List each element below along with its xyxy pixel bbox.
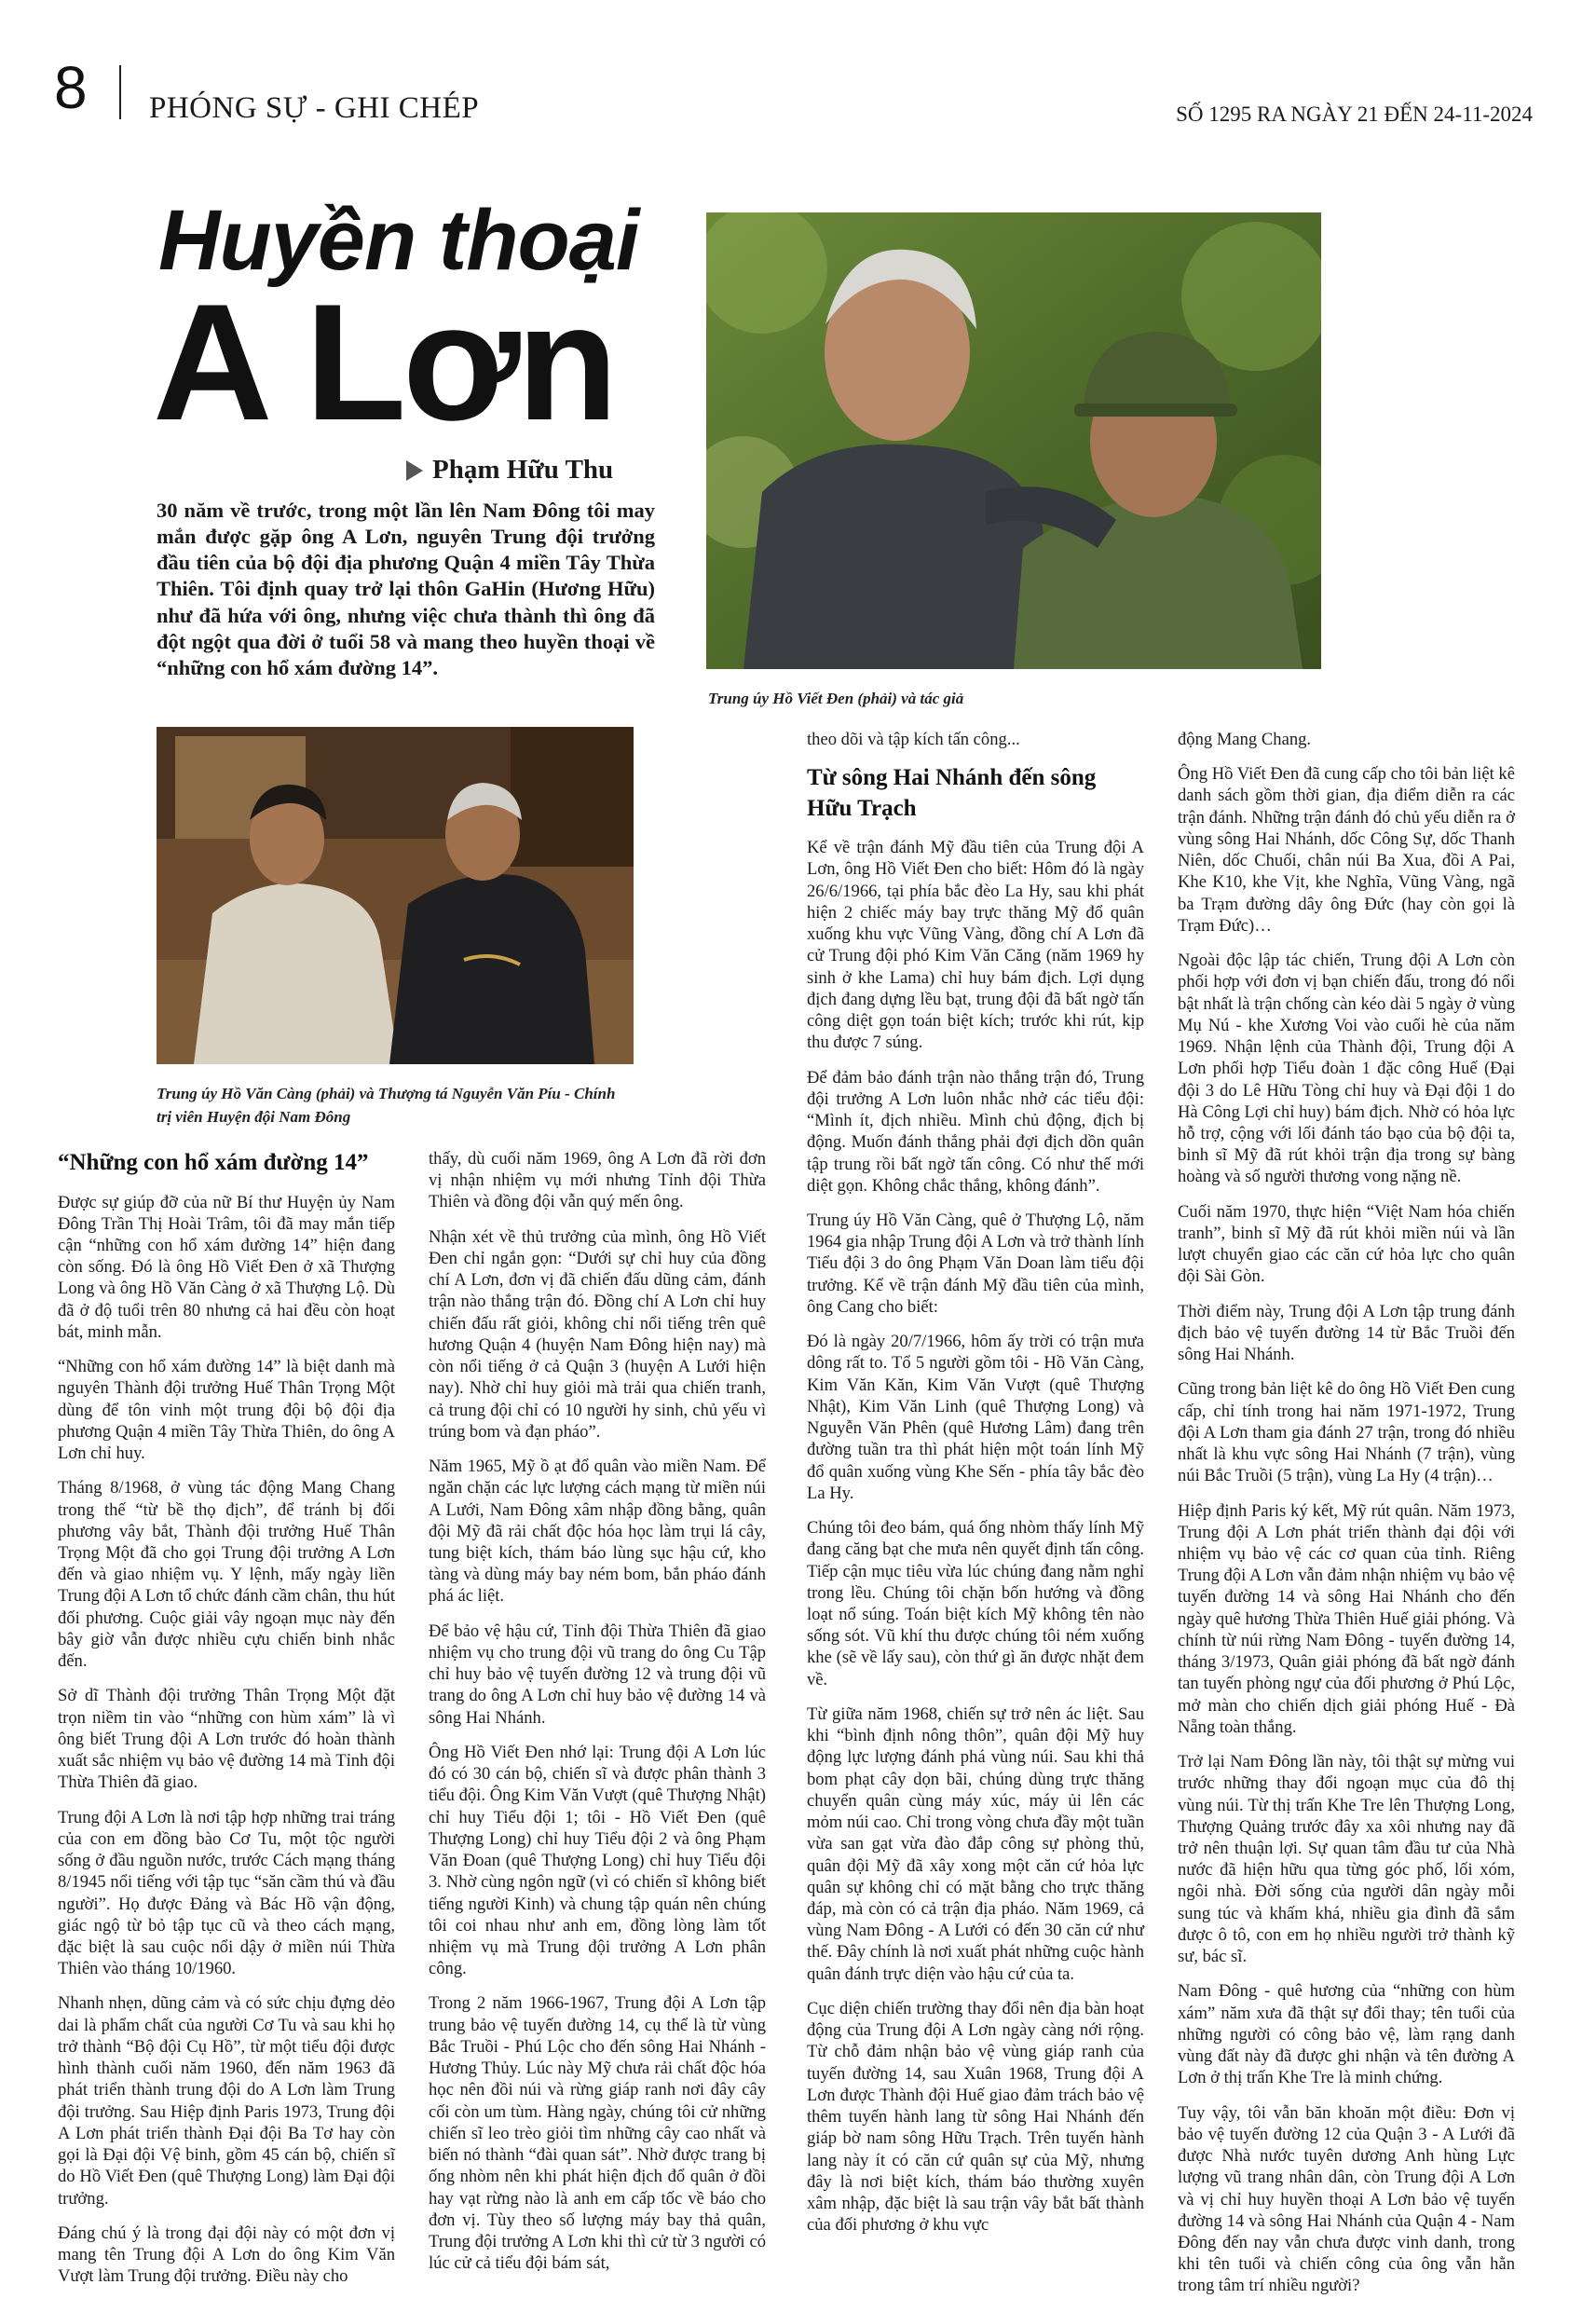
paragraph: thấy, dù cuối năm 1969, ông A Lơn đã rời đơn vị nhận nhiệm vụ mới nhưng Tỉnh đội Thừa Thiên và đồng đội vẫn quý mến ông. — [429, 1149, 766, 1212]
paragraph: Trung úy Hồ Văn Càng, quê ở Thượng Lộ, năm 1964 gia nhập Trung đội A Lơn và trở thành lính Tiểu đội 3 do ông Phạm Văn Doan làm tiểu đội trưởng. Kể về trận đánh Mỹ đầu tiên của mình, ông Cang cho biết: — [807, 1210, 1144, 1317]
paragraph: Đáng chú ý là trong đại đội này có một đơn vị mang tên Trung đội A Lơn do ông Kim Văn Vượt làm Trung đội trưởng. Điều này cho — [58, 2223, 395, 2287]
paragraph: Cục diện chiến trường thay đổi nên địa bàn hoạt động của Trung đội A Lơn ngày càng nới rộng. Từ chỗ đảm nhận bảo vệ vùng giáp ranh của tuyến đường 14, sau Xuân 1968, Trung đội A Lơn được Thành đội Huế giao đảm trách bảo vệ thêm tuyến hành lang từ sông Hai Nhánh đến giáp bờ nam sông Hữu Trạch. Trên tuyến hành lang này ít có căn cứ quân sự của Mỹ, nhưng đây là nơi biệt kích, thám báo thường xuyên xâm nhập, đặc biệt là sau trận vây bắt bất thành của đối phương ở khu vực — [807, 1998, 1144, 2236]
paragraph: Nhanh nhẹn, dũng cảm và có sức chịu đựng dẻo dai là phẩm chất của người Cơ Tu và sau khi họ trở thành “Bộ đội Cụ Hồ”, từ một tiểu đội được hình thành cuối năm 1960, đến năm 1963 đã phát triển thành trung đội do A Lơn làm Trung đội trưởng. Sau Hiệp định Paris 1973, Trung đội A Lơn phát triển thành Đại đội Ba Tơ hay còn gọi là Đại đội Vệ binh, gồm 45 cán bộ, chiến sĩ do Hồ Viết Đen (quê Thượng Long) làm Đại đội trưởng. — [58, 1993, 395, 2209]
paragraph: Ngoài độc lập tác chiến, Trung đội A Lơn còn phối hợp với đơn vị bạn chiến đấu, trong đó nổi bật nhất là trận chống càn kéo dài 5 ngày ở vùng Mụ Nú - khe Xương Voi vào cuối hè của năm 1969. Nhận lệnh của Thành đội, Trung đội A Lơn phối hợp Tiểu đoàn 1 đặc công Huế (Đại đội 3 do Lê Hữu Tòng chỉ huy và Đại đội 1 do Hà Công Lợi chỉ huy) bám địch. Nhờ có hỏa lực hỗ trợ, cộng với lối đánh táo bạo của bộ đội ta, binh sĩ Mỹ đã rút khỏi trận địa trong sự bàng hoàng và số người thương vong nặng nề. — [1178, 951, 1515, 1187]
paragraph: Năm 1965, Mỹ ồ ạt đổ quân vào miền Nam. Để ngăn chặn các lực lượng cách mạng từ miền núi A Lưới, Nam Đông xâm nhập đồng bằng, quân đội Mỹ đã rải chất độc hóa học làm trụi lá cây, tung biệt kích, thám báo lùng sục hậu cứ, kho tàng và dùng máy bay ném bom, bắn pháo đánh phá ác liệt. — [429, 1457, 766, 1607]
paragraph: Kể về trận đánh Mỹ đầu tiên của Trung đội A Lơn, ông Hồ Viết Đen cho biết: Hôm đó là ngày 26/6/1966, tại phía bắc đèo La Hy, sau khi phát hiện 2 chiếc máy bay trực thăng Mỹ đổ quân xuống khu vực Vũng Vàng, đồng chí A Lơn đã cử Trung đội phó Kim Văn Căng (năm 1969 hy sinh ở khe Lama) chỉ huy bám địch. Lợi dụng địch đang dựng lều bạt, trung đội đã bất ngờ tấn công diệt gọn toán biệt kích; trước khi rút, kịp thu được 7 súng. — [807, 838, 1144, 1053]
paragraph: Để đảm bảo đánh trận nào thắng trận đó, Trung đội trưởng A Lơn luôn nhắc nhở các tiểu đội: “Mình ít, địch nhiều. Mình chủ động, địch bị động. Muốn đánh thắng phải đợi địch dồn quân tập trung rồi bất ngờ tấn công. Có như thế mới diệt gọn. Không chắc thắng, không đánh”. — [807, 1067, 1144, 1196]
paragraph: “Những con hổ xám đường 14” là biệt danh mà nguyên Thành đội trưởng Huế Thân Trọng Một dùng để tôn vinh một trung đội bộ đội địa phương Quận 4 miền Tây Thừa Thiên, do ông A Lơn chỉ huy. — [58, 1357, 395, 1464]
column-4 — [1178, 729, 1515, 2310]
paragraph: Thời điểm này, Trung đội A Lơn tập trung đánh địch bảo vệ tuyến đường 14 từ Bắc Truồi đến sông Hai Nhánh. — [1178, 1301, 1515, 1365]
paragraph: Từ giữa năm 1968, chiến sự trở nên ác liệt. Sau khi “bình định nông thôn”, quân đội Mỹ huy động lực lượng đánh phá vùng núi. Sau khi thả bom phạt cây dọn bãi, chúng dùng trực thăng chuyển quân cùng máy xúc, máy ủi lên các mỏm núi cao. Chỉ trong vòng chưa đầy một tuần vừa san gạt vừa đào đắp công sự phòng thủ, quân đội Mỹ đã xây xong một căn cứ hỏa lực quân sự không chỉ có mặt bằng cho trực thăng đáp, mà còn có cả trận địa pháo. Năm 1969, cả vùng Nam Đông - A Lưới có đến 30 căn cứ như thế. Đây chính là nơi xuất phát những cuộc hành quân đánh trực diện vào hậu cứ của ta. — [807, 1703, 1144, 1984]
top-photo-caption: Trung úy Hồ Viết Đen (phải) và tác giả — [708, 690, 964, 707]
photo-two-veterans-image — [706, 212, 1321, 669]
photo-interview-image — [157, 727, 634, 1064]
photo-interview — [157, 727, 634, 1064]
paragraph: Để bảo vệ hậu cứ, Tỉnh đội Thừa Thiên đã giao nhiệm vụ cho trung đội vũ trang do ông Cu Tập chỉ huy bảo vệ tuyến đường 12 và trung đội vũ trang do ông A Lơn chỉ huy bảo vệ đường 14 và sông Hai Nhánh. — [429, 1621, 766, 1728]
article-lead: 30 năm về trước, trong một lần lên Nam Đông tôi may mắn được gặp ông A Lơn, nguyên Trung đội trưởng đầu tiên của bộ đội địa phương Quận 4 miền Tây Thừa Thiên. Tôi định quay trở lại thôn GaHin (Hương Hữu) như đã hứa với ông, nhưng việc chưa thành thì ông đã đột ngột qua đời ở tuổi 58 và mang theo huyền thoại về “những con hổ xám đường 14”. — [157, 499, 655, 679]
paragraph: Trung đội A Lơn là nơi tập hợp những trai tráng của con em đồng bào Cơ Tu, một tộc người sống ở đầu nguồn nước, trước Cách mạng tháng 8/1945 nổi tiếng với tập tục “săn cầm thú và đầu người”. Họ được Đảng và Bác Hồ vận động, giác ngộ từ bỏ tập tục cũ và theo cách mạng, đặc biệt là sau cuộc nổi dậy ở miền núi Thừa Thiên vào tháng 10/1960. — [58, 1807, 395, 1979]
paragraph: Trong 2 năm 1966-1967, Trung đội A Lơn tập trung bảo vệ tuyến đường 14, cụ thể là từ vùng Bắc Truồi - Phú Lộc cho đến sông Hai Nhánh - Hương Thủy. Lúc này Mỹ chưa rải chất độc hóa học nên đồi núi và rừng giáp ranh nơi đây cây cối còn um tùm. Hàng ngày, chúng tôi cử những chiến sĩ leo trèo giỏi tìm những cây cao nhất và biến nó thành “đài quan sát”. Nhờ được trang bị ống nhòm nên khi phát hiện địch đổ quân ở đồi hay vạt rừng nào là anh em cấp tốc về báo cho đơn vị. Tùy theo số lượng máy bay thả quân, Trung đội trưởng A Lơn khi thì cử từ 3 người có lúc cử cả tiểu đội bám sát, — [429, 1993, 766, 2274]
paragraph: Chúng tôi đeo bám, quá ống nhòm thấy lính Mỹ đang căng bạt che mưa nên quyết định tấn công. Tiếp cận mục tiêu vừa lúc chúng đang nằm nghỉ trong lều. Chúng tôi chặn bốn hướng và đồng loạt nổ súng. Toán biệt kích Mỹ không tên nào sống sót. Vũ khí thu được chúng tôi ném xuống khe (sẽ về lấy sau), còn thứ gì ăn được nhặt đem về. — [807, 1518, 1144, 1690]
article-title-line1: Huyền thoại — [158, 193, 639, 288]
column-1 — [58, 1148, 395, 2301]
paragraph: Tuy vậy, tôi vẫn băn khoăn một điều: Đơn vị bảo vệ tuyến đường 12 của Quận 3 - A Lưới đã được Nhà nước tuyên dương Anh hùng Lực lượng vũ trang nhân dân, còn Trung đội A Lơn và vị chỉ huy huyền thoại A Lơn bảo vệ tuyến đường 14 và sông Hai Nhánh của Quận 4 - Nam Đông đến nay vẫn chưa được vinh danh, trong khi tên tuổi và chiến công của ông vẫn hằn trong tâm trí nhiều người? — [1178, 2102, 1515, 2296]
left-photo-caption: Trung úy Hồ Văn Càng (phải) và Thượng tá Nguyễn Văn Píu - Chính trị viên Huyện đội Nam Đông — [157, 1085, 616, 1126]
column-2 — [429, 1148, 766, 2287]
article-title-line2: A Lơn — [153, 269, 615, 455]
paragraph: Nam Đông - quê hương của “những con hùm xám” năm xưa đã thật sự đổi thay; tên tuổi của những người có công bảo vệ, làm rạng danh vùng đất này đã được ghi nhận và tên đường A Lơn ở thị trấn Khe Tre là minh chứng. — [1178, 1981, 1515, 2088]
issue-label: SỐ 1295 RA NGÀY 21 ĐẾN 24-11-2024 — [1176, 103, 1533, 126]
paragraph: Tháng 8/1968, ở vùng tác động Mang Chang trong thế “từ bề thọ địch”, để tránh bị đối phương vây bắt, Thành đội trưởng Huế Thân Trọng Một đã cho gọi Trung đội trưởng A Lơn đến và giao nhiệm vụ. Y lệnh, mấy ngày liền Trung đội A Lơn tổ chức đánh cầm chân, thu hút đối phương. Cuộc giải vây ngoạn mục này đến bây giờ vẫn được nhiều cựu chiến binh nhắc đến. — [58, 1478, 395, 1672]
paragraph: Ông Hồ Viết Đen nhớ lại: Trung đội A Lơn lúc đó có 30 cán bộ, chiến sĩ và được phân thành 3 tiểu đội. Ông Kim Văn Vượt (quê Thượng Nhật) chỉ huy Tiểu đội 1; tôi - Hồ Viết Đen (quê Thượng Long) chỉ huy Tiểu đội 2 và ông Phạm Văn Đoan (quê Thượng Long) chỉ huy Tiểu đội 3. Nhờ cùng ngôn ngữ (vì có chiến sĩ không biết tiếng người Kinh) và chung tập quán nên chúng tôi coi nhau như anh em, đồng lòng làm tốt nhiệm vụ mà Trung đội trưởng A Lơn phân công. — [429, 1742, 766, 1979]
paragraph: Được sự giúp đỡ của nữ Bí thư Huyện ủy Nam Đông Trần Thị Hoài Trâm, tôi đã may mắn tiếp cận “những con hổ xám đường 14” hiện đang còn sống. Đó là ông Hồ Viết Đen ở xã Thượng Long và ông Hồ Văn Càng ở xã Thượng Lộ. Dù đã ở độ tuổi trên 80 nhưng cả hai đều còn hoạt bát, minh mẫn. — [58, 1192, 395, 1342]
play-triangle-icon — [406, 460, 423, 481]
column-1-heading: “Những con hổ xám đường 14” — [58, 1150, 369, 1175]
paragraph: Cũng trong bản liệt kê do ông Hồ Viết Đen cung cấp, chỉ tính trong hai năm 1971-1972, Trung đội A Lơn tham gia đánh 27 trận, trong đó nhiều nhất là khu vực sông Hai Nhánh (7 trận), vùng núi Bắc Truồi (5 trận), vùng La Hy (4 trận)… — [1178, 1379, 1515, 1486]
author-name: Phạm Hữu Thu — [432, 455, 614, 485]
paragraph: động Mang Chang. — [1178, 730, 1312, 749]
paragraph: Đó là ngày 20/7/1966, hôm ấy trời có trận mưa dông rất to. Tổ 5 người gồm tôi - Hồ Văn Càng, Kim Văn Kăn, Kim Văn Vượt (quê Thượng Nhật), Kim Văn Linh (quê Thượng Long) và Nguyễn Văn Phên (quê Hương Lâm) đang trên đường tuần tra thì phát hiện một toán lính Mỹ đổ quân xuống vùng Khe Sến - phía tây bắc đèo La Hy. — [807, 1332, 1144, 1503]
page-number: 8 — [54, 54, 88, 121]
column-3-heading: Từ sông Hai Nhánh đến sông Hữu Trạch — [807, 765, 1097, 821]
paragraph: Nhận xét về thủ trưởng của mình, ông Hồ Viết Đen chỉ ngắn gọn: “Dưới sự chỉ huy của đồng chí A Lơn, đơn vị đã chiến đấu dũng cảm, đánh trận nào thắng trận đó. Đồng chí A Lơn chỉ huy chiến đấu rất giỏi, không chỉ nổi tiếng trên quê hương Quận 4 (huyện Nam Đông hiện nay) mà còn nổi tiếng ở cả Quận 3 (huyện A Lưới hiện nay). Nhờ chỉ huy giỏi mà trải qua chiến tranh, cả trung đội chỉ có 10 người hy sinh, chủ yếu vì trúng bom và đạn pháo”. — [429, 1226, 766, 1442]
paragraph: theo dõi và tập kích tấn công... — [807, 730, 1020, 749]
paragraph: Sở dĩ Thành đội trưởng Thân Trọng Một đặt trọn niềm tin vào “những con hùm xám” là vì ông biết Trung đội A Lơn trước đó hoàn thành xuất sắc nhiệm vụ bảo vệ đường 14 mà Tỉnh đội Thừa Thiên đã giao. — [58, 1686, 395, 1793]
paragraph: Cuối năm 1970, thực hiện “Việt Nam hóa chiến tranh”, binh sĩ Mỹ đã rút khỏi miền núi và lần lượt chuyển giao các căn cứ hỏa lực cho quân đội Sài Gòn. — [1178, 1201, 1515, 1287]
paragraph: Trở lại Nam Đông lần này, tôi thật sự mừng vui trước những thay đổi ngoạn mục của đô thị vùng núi. Từ thị trấn Khe Tre lên Thượng Long, Thượng Quảng trước đây xa xôi nhưng nay đã trở nên thuận lợi. Sự quan tâm đầu tư của Nhà nước đã hiện hữu qua từng góc phố, lối xóm, ngôi nhà. Đời sống của người dân ngày mỗi sung túc và khấm khá, nhiều gia đình đã sắm được ô tô, con em họ nhiều người trở thành kỹ sư, bác sĩ. — [1178, 1752, 1515, 1967]
paragraph: Hiệp định Paris ký kết, Mỹ rút quân. Năm 1973, Trung đội A Lơn phát triển thành đại đội với nhiệm vụ bảo vệ các cơ quan của tỉnh. Riêng Trung đội A Lơn vẫn đảm nhận nhiệm vụ bảo vệ tuyến đường 14 và sông Hai Nhánh cho đến ngày quê hương Thừa Thiên Huế giải phóng. Và chính từ núi rừng Nam Đông - tuyến đường 14, tháng 3/1973, Quân giải phóng đã bất ngờ đánh tan tuyến phòng ngự của đối phương ở Phú Lộc, mở màn cho chiến dịch giải phóng Huế - Đà Nẵng toàn thắng. — [1178, 1500, 1515, 1737]
photo-two-veterans — [706, 212, 1321, 669]
byline — [406, 455, 613, 486]
section-label: PHÓNG SỰ - GHI CHÉP — [149, 91, 480, 125]
header-divider — [119, 65, 121, 119]
column-3 — [807, 729, 1144, 2250]
paragraph: Ông Hồ Viết Đen đã cung cấp cho tôi bản liệt kê danh sách gồm thời gian, địa điểm diễn ra các trận đánh. Những trận đánh đó chủ yếu diễn ra ở vùng sông Hai Nhánh, dốc Công Sự, dốc Thanh Niên, dốc Chuối, chân núi Ba Xua, đồi A Pai, Khe K10, khe Vịt, khe Nghĩa, Vũng Vàng, ngã ba Trạm đường dây ông Đức (hay còn gọi là Trạm Đức)… — [1178, 764, 1515, 936]
